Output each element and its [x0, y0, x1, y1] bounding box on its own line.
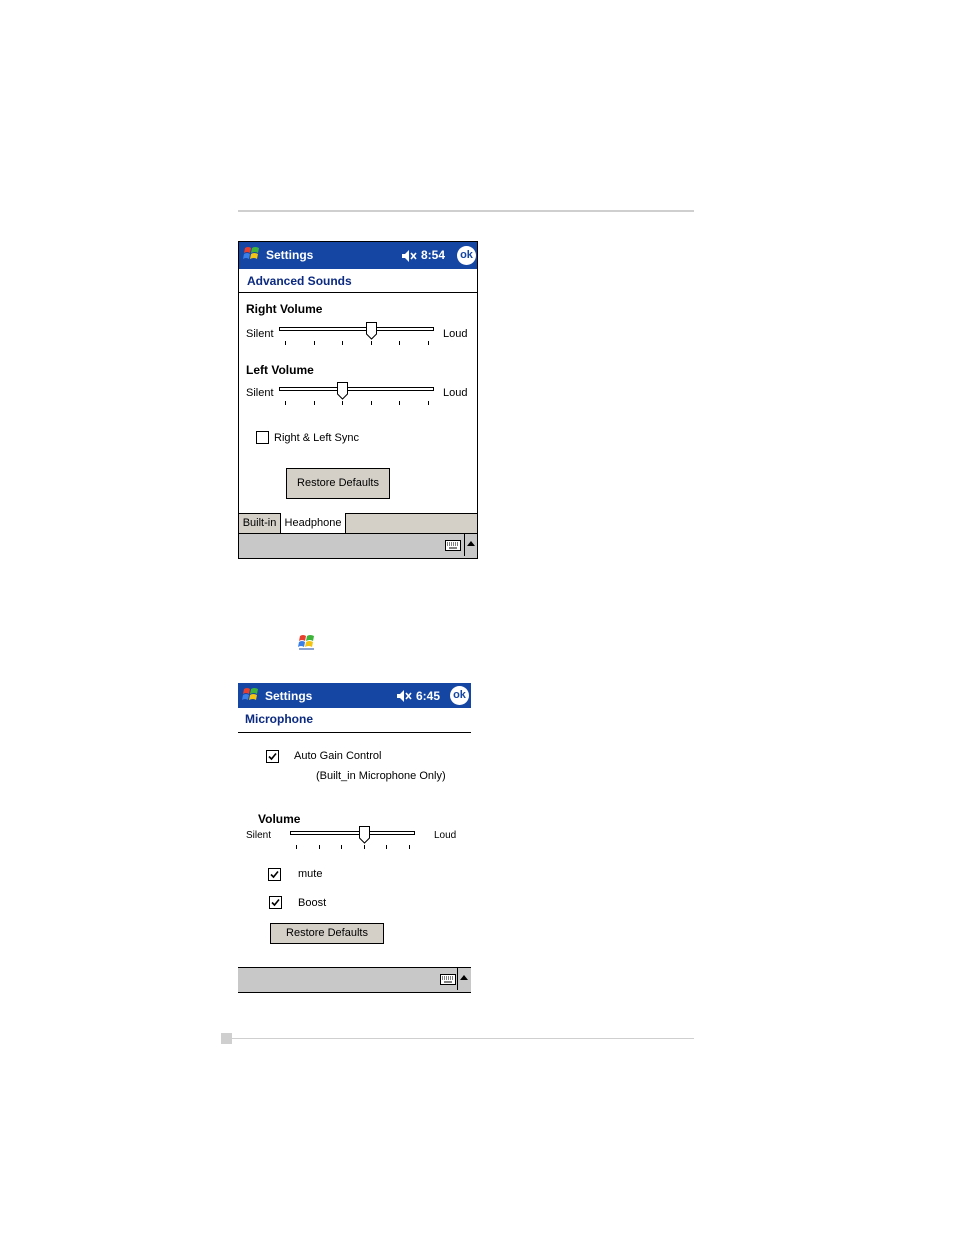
slider-track	[290, 831, 415, 835]
right-volume-min-label: Silent	[246, 328, 274, 340]
arrow-up-icon[interactable]	[464, 534, 476, 556]
clock[interactable]: 6:45	[416, 689, 441, 703]
auto-gain-checkbox[interactable]	[266, 750, 279, 763]
section-title: Microphone	[245, 712, 313, 726]
boost-label: Boost	[298, 897, 327, 909]
ok-button[interactable]: ok	[457, 246, 476, 265]
checkmark-icon	[270, 897, 281, 908]
slider-thumb[interactable]	[359, 826, 370, 844]
right-volume-slider[interactable]	[279, 322, 434, 348]
page-marker	[221, 1033, 232, 1044]
tab-headphone[interactable]: Headphone	[281, 513, 346, 534]
slider-tick	[428, 341, 429, 345]
volume-label: Volume	[258, 812, 301, 826]
volume-slider[interactable]	[290, 826, 415, 852]
right-volume-max-label: Loud	[443, 328, 468, 340]
auto-gain-label: Auto Gain Control	[294, 750, 382, 762]
title-bar	[238, 683, 471, 708]
restore-defaults-button[interactable]: Restore Defaults	[270, 923, 384, 944]
mute-checkbox[interactable]	[268, 868, 281, 881]
slider-tick	[341, 845, 342, 849]
slider-tick	[399, 341, 400, 345]
slider-tick	[342, 341, 343, 345]
slider-tick	[342, 401, 343, 405]
right-volume-label: Right Volume	[246, 302, 323, 316]
slider-tick	[285, 341, 286, 345]
slider-track	[279, 387, 434, 391]
slider-tick	[285, 401, 286, 405]
slider-tick	[314, 401, 315, 405]
slider-tick	[428, 401, 429, 405]
section-divider	[239, 292, 477, 293]
app-title: Settings	[265, 689, 313, 703]
keyboard-icon[interactable]	[440, 974, 456, 985]
slider-tick	[319, 845, 320, 849]
bottom-rule	[232, 1038, 694, 1039]
microphone-screen	[238, 683, 471, 993]
app-title: Settings	[266, 248, 314, 262]
checkmark-icon	[269, 869, 280, 880]
windows-flag-icon[interactable]	[241, 685, 261, 705]
slider-tick	[371, 341, 372, 345]
left-volume-min-label: Silent	[246, 387, 274, 399]
slider-tick	[364, 845, 365, 849]
sync-checkbox[interactable]	[256, 431, 269, 444]
boost-checkbox[interactable]	[269, 896, 282, 909]
windows-flag-icon[interactable]	[242, 244, 262, 264]
left-volume-slider[interactable]	[279, 382, 434, 408]
section-divider	[238, 732, 471, 733]
auto-gain-note: (Built_in Microphone Only)	[316, 770, 446, 782]
slider-thumb[interactable]	[366, 322, 377, 340]
speaker-muted-icon[interactable]	[401, 249, 417, 263]
clock[interactable]: 8:54	[421, 248, 446, 262]
left-volume-label: Left Volume	[246, 363, 314, 377]
mute-label: mute	[298, 868, 323, 880]
volume-min-label: Silent	[246, 830, 272, 841]
restore-defaults-button[interactable]: Restore Defaults	[286, 468, 390, 499]
keyboard-icon[interactable]	[445, 540, 461, 551]
slider-track	[279, 327, 434, 331]
volume-max-label: Loud	[434, 830, 457, 841]
top-rule	[238, 210, 694, 212]
arrow-up-icon[interactable]	[457, 968, 469, 990]
slider-tick	[296, 845, 297, 849]
title-bar	[239, 242, 477, 269]
advanced-sounds-screen	[238, 241, 478, 559]
command-bar	[238, 967, 471, 993]
speaker-muted-icon[interactable]	[396, 689, 412, 703]
command-bar	[239, 533, 477, 558]
windows-flag-icon	[297, 632, 317, 652]
tab-built-in[interactable]: Built-in	[239, 513, 281, 534]
slider-tick	[409, 845, 410, 849]
sync-checkbox-label: Right & Left Sync	[274, 432, 359, 444]
slider-tick	[371, 401, 372, 405]
slider-tick	[399, 401, 400, 405]
checkmark-icon	[267, 751, 278, 762]
section-title: Advanced Sounds	[247, 274, 352, 288]
slider-tick	[386, 845, 387, 849]
slider-thumb[interactable]	[337, 382, 348, 400]
left-volume-max-label: Loud	[443, 387, 468, 399]
ok-button[interactable]: ok	[450, 686, 469, 705]
slider-tick	[314, 341, 315, 345]
